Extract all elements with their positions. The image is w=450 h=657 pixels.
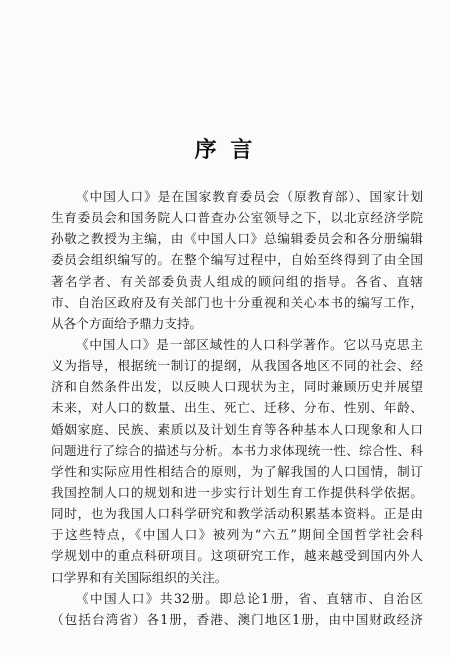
text-line: 《中国人口》是在国家教育委员会（原教育部）、国家计划 bbox=[76, 189, 423, 204]
page-title: 序 言 bbox=[194, 137, 256, 163]
text-line: （包括台湾省）各1册，香港、澳门地区1册，由中国财政经济 bbox=[51, 611, 423, 627]
text-line: 从各个方面给予鼎力支持。 bbox=[51, 315, 203, 331]
text-line: 义为指导，根据统一制订的提纲，从我国各地区不同的社会、经 bbox=[51, 358, 423, 374]
text-line: 著名学者、有关部委负责人组成的顾问组的指导。各省、直辖 bbox=[51, 273, 423, 289]
text-line: 《中国人口》共32册。即总论1册，省、直辖市、自治区 bbox=[76, 590, 423, 606]
text-line: 孙敬之教授为主编，由《中国人口》总编辑委员会和各分册编辑 bbox=[51, 231, 423, 247]
text-line: 学规划中的重点科研项目。这项研究工作，越来越受到国内外人 bbox=[51, 548, 423, 564]
text-line: 问题进行了综合的描述与分析。本书力求体现统一性、综合性、科 bbox=[51, 442, 423, 458]
text-line: 同时，也为我国人口科学研究和教学活动积累基本资料。正是由 bbox=[51, 506, 423, 522]
text-line: 学性和实际应用性相结合的原则，为了解我国的人口国情，制订 bbox=[51, 463, 423, 479]
text-line: 未来，对人口的数量、出生、死亡、迁移、分布、性别、年龄、 bbox=[51, 400, 423, 416]
text-line: 口学界和有关国际组织的关注。 bbox=[51, 569, 228, 585]
paragraph-1 bbox=[51, 186, 423, 334]
text-line: 委员会组织编写的。在整个编写过程中，自始至终得到了由全国 bbox=[51, 252, 423, 268]
body-text bbox=[51, 186, 423, 630]
paragraph-2 bbox=[51, 334, 423, 588]
text-line: 婚姻家庭、民族、素质以及计划生育等各种基本人口现象和人口 bbox=[51, 421, 423, 437]
text-line: 于这些特点，《中国人口》被列为“六五”期间全国哲学社会科 bbox=[51, 527, 423, 543]
text-line: 生育委员会和国务院人口普查办公室领导之下，以北京经济学院 bbox=[51, 210, 423, 226]
text-line: 济和自然条件出发，以反映人口现状为主，同时兼顾历史并展望 bbox=[51, 379, 423, 395]
text-line: 《中国人口》是一部区域性的人口科学著作。它以马克思主 bbox=[76, 336, 423, 352]
text-line: 我国控制人口的规划和进一步实行计划生育工作提供科学依据。 bbox=[51, 484, 423, 500]
paragraph-3 bbox=[51, 588, 423, 630]
text-line: 市、自治区政府及有关部门也十分重视和关心本书的编写工作， bbox=[51, 294, 423, 310]
